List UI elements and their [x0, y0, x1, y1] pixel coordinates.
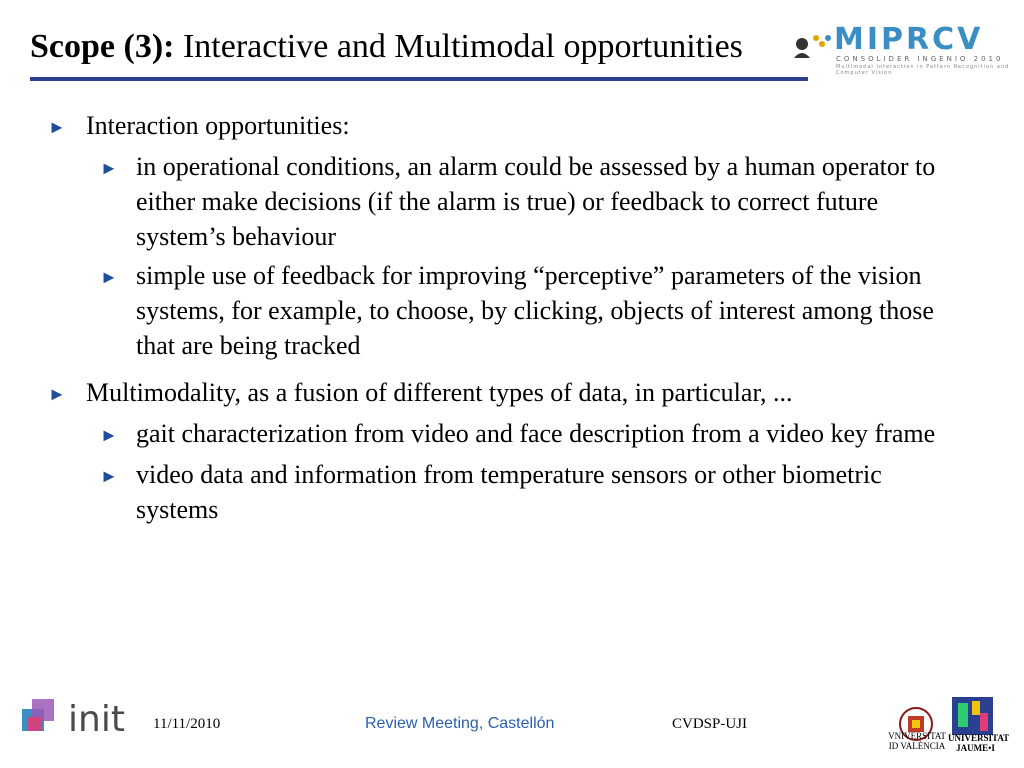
right-triangle-icon: ►: [48, 384, 66, 404]
footer-org: CVDSP-UJI: [672, 716, 748, 732]
bullet-text: Multimodality, as a fusion of different types of data, in particular, ...: [86, 378, 793, 407]
sublist-interaction: [48, 149, 948, 363]
right-triangle-icon: ►: [48, 117, 66, 137]
slide-title-bold: Scope (3):: [30, 28, 175, 65]
bullet-multimodality: [48, 375, 948, 412]
footer-date: 11/11/2010: [153, 716, 221, 732]
title-underline: [30, 77, 808, 81]
slide-footer: [0, 695, 1024, 768]
miprcv-logo: [792, 22, 1024, 76]
right-triangle-icon: ►: [100, 158, 118, 178]
sub-bullet-text: in operational conditions, an alarm could be assessed by a human operator to either make decisions (if the alarm is true) or feedback to correct future system’s behaviour: [136, 152, 936, 251]
footer-meeting: Review Meeting, Castellón: [365, 715, 555, 732]
sub-bullet: [100, 149, 948, 254]
university-jaume-logo-icon: [950, 695, 995, 737]
bullet-text: Interaction opportunities:: [86, 111, 350, 140]
uji-line-1: UNIVERSITAT: [948, 733, 1010, 743]
sub-bullet-text: gait characterization from video and face description from a video key frame: [136, 419, 936, 448]
sub-bullet: [100, 416, 948, 453]
sublist-multimodality: [48, 416, 948, 527]
sub-bullet: [100, 457, 948, 527]
sub-bullet: [100, 258, 948, 363]
uv-line-2: ID VALÈNCIA: [888, 741, 946, 751]
miprcv-wordmark: MIPRCV: [834, 22, 984, 57]
right-triangle-icon: ►: [100, 267, 118, 287]
right-triangle-icon: ►: [100, 466, 118, 486]
miprcv-emblem-icon: [792, 22, 836, 62]
sub-bullet-text: simple use of feedback for improving “perceptive” parameters of the vision systems, for example, to choose, by clicking, objects of interest among those that are being tracked: [136, 261, 934, 360]
miprcv-subtitle: Multimodal Interaction in Pattern Recognition and Computer Vision: [836, 64, 1010, 76]
uji-line-2: JAUME•I: [956, 743, 995, 753]
sub-bullet-text: video data and information from temperature sensors or other biometric systems: [136, 460, 882, 524]
slide-body: [48, 108, 948, 539]
init-emblem-icon: [18, 695, 64, 741]
init-wordmark: init: [68, 699, 125, 740]
uv-line-1: VNIVERSITAT: [888, 731, 946, 741]
slide-title-rest: Interactive and Multimodal opportunities: [174, 28, 743, 65]
init-logo: [18, 695, 138, 745]
university-jaume-label: [948, 733, 1010, 753]
miprcv-tagline: CONSOLIDER INGENIO 2010: [836, 55, 1004, 63]
slide-title: [30, 28, 743, 65]
right-triangle-icon: ►: [100, 425, 118, 445]
bullet-interaction: [48, 108, 948, 145]
university-valencia-label: [886, 731, 948, 751]
